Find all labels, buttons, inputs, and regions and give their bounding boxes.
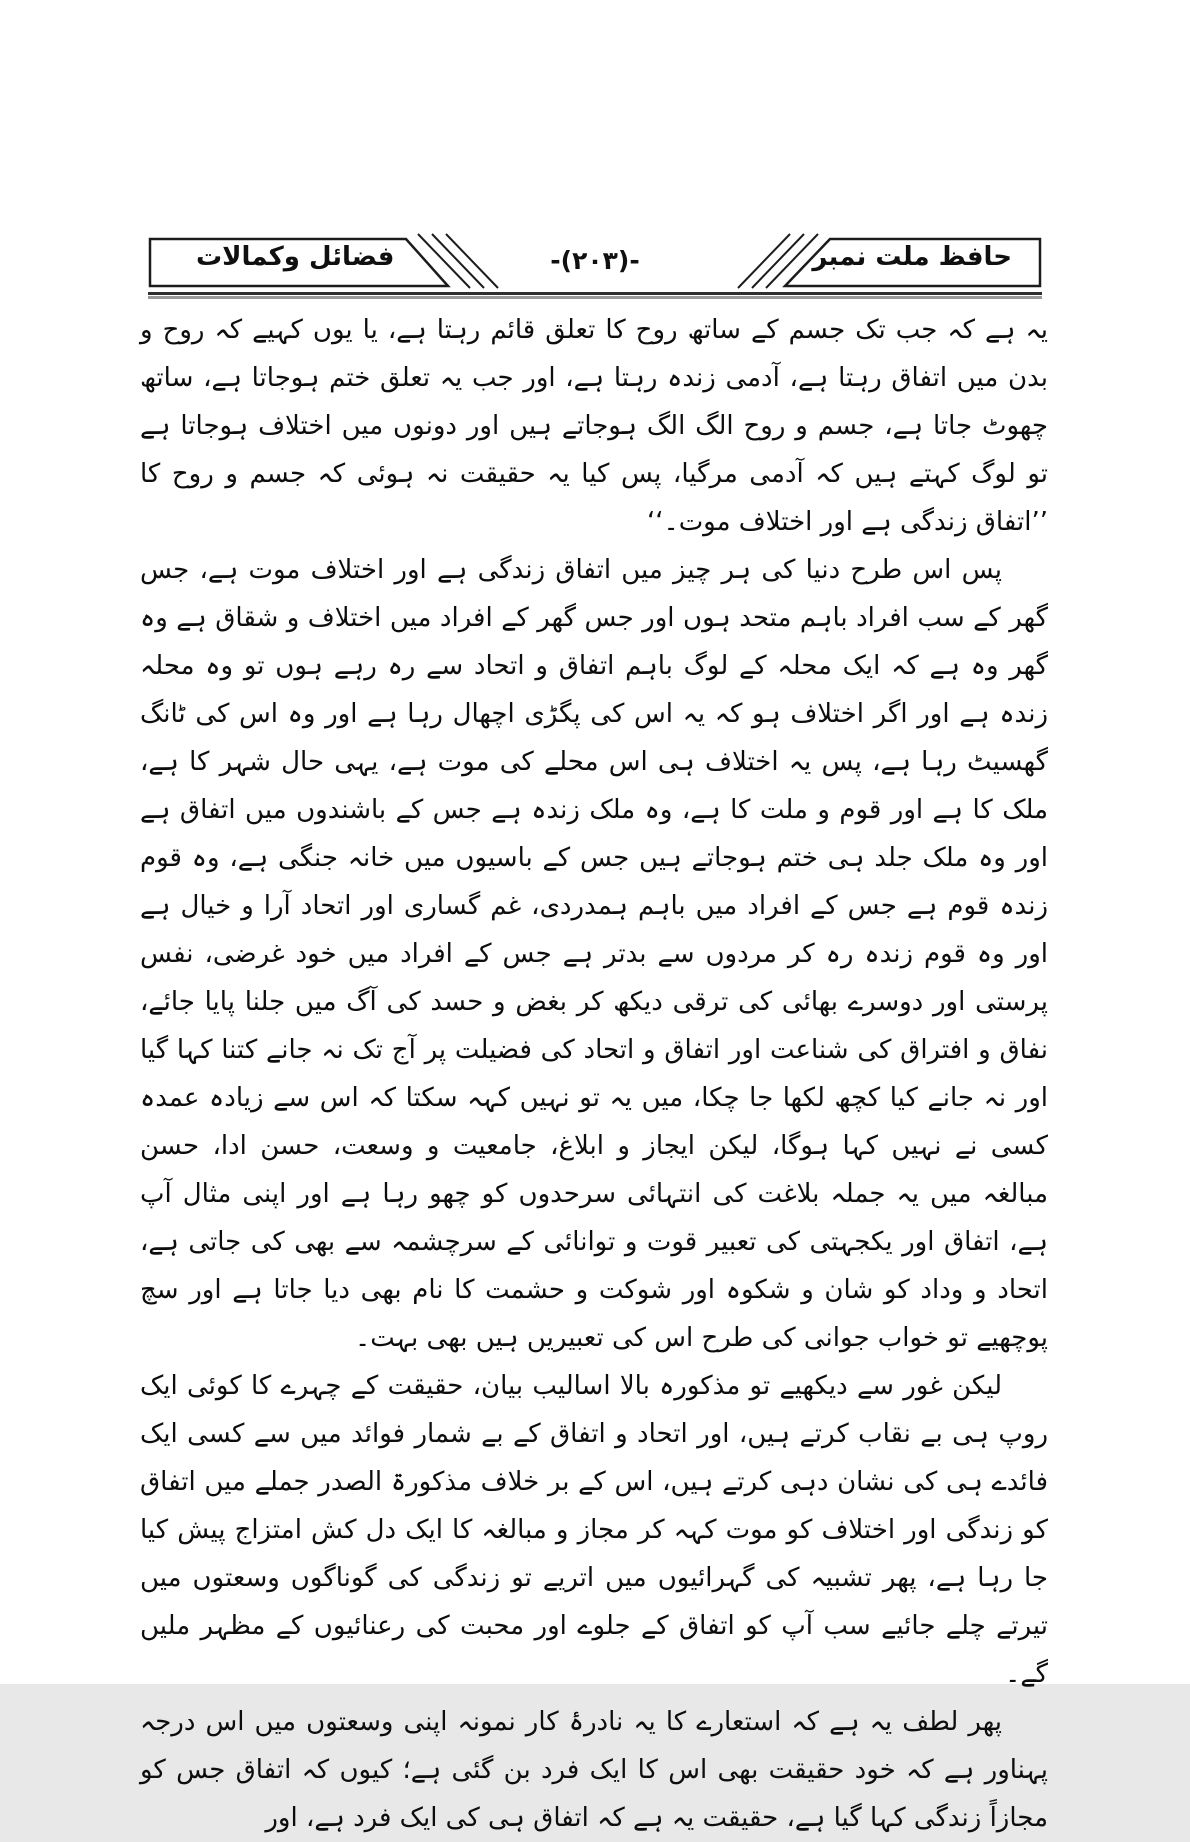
header-title-right: حافظ ملت نمبر: [812, 242, 1012, 272]
header-box-right: [622, 230, 1042, 292]
header-rule: [148, 292, 1042, 299]
page-header: [148, 230, 1042, 292]
body-paragraph-3: لیکن غور سے دیکھیے تو مذکورہ بالا اسالیب بیان، حقیقت کے چہرے کا کوئی ایک روپ ہی بے نقاب کرتے ہیں، اور اتحاد و اتفاق کے بے شمار فوائد میں سے کسی ایک فائدے ہی کی نشان دہی کرتے ہیں، اس کے بر خلاف مذکورۃ الصدر جملے میں اتفاق کو زندگی اور اختلاف کو موت کہہ کر مجاز و مبالغہ کا ایک دل کش امتزاج پیش کیا جا رہا ہے، پھر تشبیہ کی گہرائیوں میں اتریے تو زندگی کی گوناگوں وسعتوں میں تیرتے چلے جائیے سب آپ کو اتفاق کے جلوے اور محبت کی رعنائیوں کے مظہر ملیں گے۔: [140, 1371, 1048, 1689]
body-text: [140, 306, 1048, 1842]
header-box-left: [148, 230, 568, 292]
header-title-left: فضائل وکمالات: [196, 242, 395, 272]
body-paragraph-4: پھر لطف یہ ہے کہ استعارے کا یہ نادرۂ کار نمونہ اپنی وسعتوں میں اس درجہ پہناور ہے کہ خود حقیقت بھی اس کا ایک فرد بن گئی ہے؛ کیوں کہ اتفاق جس کو مجازاً زندگی کہا گیا ہے، حقیقت یہ ہے کہ اتفاق ہی کی ایک فرد ہے، اور: [140, 1707, 1048, 1833]
body-paragraph-1: یہ ہے کہ جب تک جسم کے ساتھ روح کا تعلق قائم رہتا ہے، یا یوں کہیے کہ روح و بدن میں اتفاق رہتا ہے، آدمی زندہ رہتا ہے، اور جب یہ تعلق ختم ہوجاتا ہے، ساتھ چھوٹ جاتا ہے، جسم و روح الگ الگ ہوجاتے ہیں اور دونوں میں اختلاف ہوجاتا ہے تو لوگ کہتے ہیں کہ آدمی مرگیا، پس کیا یہ حقیقت نہ ہوئی کہ جسم و روح کا ’’اتفاق زندگی ہے اور اختلاف موت۔‘‘: [140, 315, 1048, 537]
page-number: -(۲۰۳)-: [550, 246, 640, 275]
body-paragraph-2: پس اس طرح دنیا کی ہر چیز میں اتفاق زندگی ہے اور اختلاف موت ہے، جس گھر کے سب افراد باہم متحد ہوں اور جس گھر کے افراد میں اختلاف و شقاق ہے وہ گھر وہ ہے کہ ایک محلہ کے لوگ باہم اتفاق و اتحاد سے رہ رہے ہوں تو وہ محلہ زندہ ہے اور اگر اختلاف ہو کہ یہ اس کی پگڑی اچھال رہا ہے اور وہ اس کی ٹانگ گھسیٹ رہا ہے، پس یہ اختلاف ہی اس محلے کی موت ہے، یہی حال شہر کا ہے، ملک کا ہے اور قوم و ملت کا ہے، وہ ملک زندہ ہے جس کے باشندوں میں اتفاق ہے اور وہ ملک جلد ہی ختم ہوجاتے ہیں جس کے باسیوں میں خانہ جنگی ہے، وہ قوم زندہ قوم ہے جس کے افراد میں باہم ہمدردی، غم گساری اور اتحاد آرا و خیال ہے اور وہ قوم زندہ رہ کر مردوں سے بدتر ہے جس کے افراد میں خود غرضی، نفس پرستی اور دوسرے بھائی کی ترقی دیکھ کر بغض و حسد کی آگ میں جلنا پایا جائے، نفاق و افتراق کی شناعت اور اتفاق و اتحاد کی فضیلت پر آج تک نہ جانے کتنا کہا گیا اور نہ جانے کیا کچھ لکھا جا چکا، میں یہ تو نہیں کہہ سکتا کہ اس سے زیادہ عمدہ کسی نے نہیں کہا ہوگا، لیکن ایجاز و ابلاغ، جامعیت و وسعت، حسن ادا، حسن مبالغہ میں یہ جملہ بلاغت کی انتہائی سرحدوں کو چھو رہا ہے اور اپنی مثال آپ ہے، اتفاق اور یکجہتی کی تعبیر قوت و توانائی کے سرچشمہ سے بھی کی جاتی ہے، اتحاد و وداد کو شان و شکوہ اور شوکت و حشمت کا نام بھی دیا جاتا ہے اور سچ پوچھیے تو خواب جوانی کی طرح اس کی تعبیریں ہیں بھی بہت۔: [140, 555, 1048, 1353]
